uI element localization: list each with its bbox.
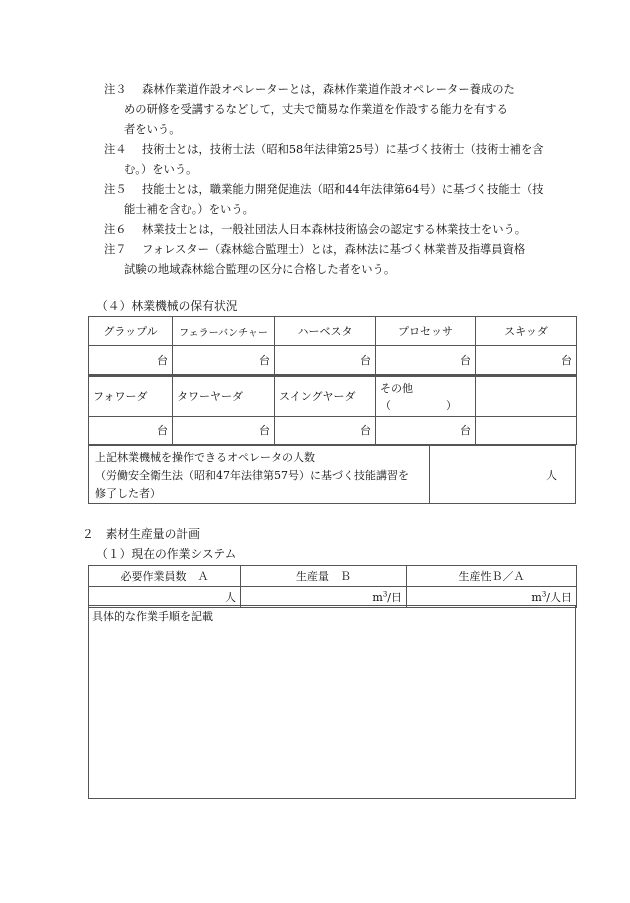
current-system-heading: （１）現在の作業システム <box>96 547 237 561</box>
note-4 <box>104 140 574 180</box>
workers-header: 必要作業員数 Ａ <box>89 566 241 587</box>
note-7 <box>104 240 574 280</box>
other-label: その他 <box>380 381 413 395</box>
note-text-line: フォレスター（森林総合監理士）とは，森林法に基づく林業普及指導員資格 <box>142 243 526 256</box>
processor-count-cell[interactable]: 台 <box>376 346 476 375</box>
swing-yarder-count-cell[interactable]: 台 <box>275 416 376 444</box>
work-procedure-label: 具体的な作業手順を記載 <box>92 610 213 623</box>
note-text-line: 者をいう。 <box>124 123 181 136</box>
processor-header: プロセッサ <box>376 317 476 346</box>
note-text-line: めの研修を受講するなどして，丈夫で簡易な作業道を作設する能力を有する <box>124 103 508 116</box>
note-text-line: む。）をいう。 <box>124 163 198 176</box>
forwarder-header: フォワーダ <box>89 376 173 416</box>
note-text-line: 技能士とは，職業能力開発促進法（昭和44年法律第64号）に基づく技能士（技 <box>142 183 544 196</box>
feller-buncher-count-cell[interactable]: 台 <box>173 346 275 375</box>
productivity-header: 生産性Ｂ／Ａ <box>407 566 577 587</box>
blank-header-cell <box>476 376 577 416</box>
workers-field[interactable]: 人 <box>89 587 241 608</box>
note-label: 注４ <box>104 143 127 156</box>
note-label: 注７ <box>104 243 127 256</box>
operator-line: 上記林業機械を操作できるオペレータの人数 <box>95 451 315 464</box>
unit-m: m <box>372 591 383 604</box>
note-text-line: 技術士とは，技術士法（昭和58年法律第25号）に基づく技術士（技術士補を含 <box>142 143 544 156</box>
grapple-header: グラップル <box>89 317 173 346</box>
note-label: 注５ <box>104 183 127 196</box>
operator-count-field[interactable]: 人 <box>546 469 557 482</box>
operator-line: （労働安全衛生法（昭和47年法律第57号）に基づく技能講習を <box>95 469 409 482</box>
unit-per-day: /日 <box>387 591 402 604</box>
feller-buncher-header: フェラーバンチャー <box>173 317 275 346</box>
forwarder-count-cell[interactable]: 台 <box>89 416 173 444</box>
note-label: 注３ <box>104 83 127 96</box>
note-5 <box>104 180 574 220</box>
note-label: 注６ <box>104 223 127 236</box>
unit-m: m <box>531 591 542 604</box>
skidder-count-cell[interactable]: 台 <box>476 346 577 375</box>
section-4-heading: （４）林業機械の保有状況 <box>96 299 238 313</box>
note-3 <box>104 80 574 140</box>
production-header: 生産量 Ｂ <box>241 566 407 587</box>
other-specify-field[interactable]: （ ） <box>380 398 457 412</box>
unit-per-person-day: /人日 <box>546 591 572 604</box>
work-procedure-box[interactable] <box>88 605 576 799</box>
note-6 <box>104 220 574 240</box>
other-count-cell[interactable]: 台 <box>376 416 476 444</box>
machinery-table-upper <box>88 316 577 375</box>
note-text-line: 森林作業道作設オペレーターとは，森林作業道作設オペレーター養成のた <box>142 83 515 96</box>
note-text-line: 試験の地域森林総合監理の区分に合格した者をいう。 <box>124 263 396 276</box>
note-text-line: 能士補を含む。）をいう。 <box>124 203 254 216</box>
tower-yarder-count-cell[interactable]: 台 <box>173 416 275 444</box>
swing-yarder-header: スイングヤーダ <box>275 376 376 416</box>
blank-count-cell <box>476 416 577 444</box>
operator-line: 修了した者） <box>95 487 161 500</box>
unit-sup: 3 <box>382 590 388 599</box>
machinery-table-lower <box>88 375 577 445</box>
operator-count-box <box>88 444 576 504</box>
grapple-count-cell[interactable]: 台 <box>89 346 173 375</box>
production-table <box>88 565 577 608</box>
operator-description <box>95 449 425 503</box>
tower-yarder-header: タワーヤーダ <box>173 376 275 416</box>
other-header <box>376 376 476 416</box>
harvester-count-cell[interactable]: 台 <box>275 346 376 375</box>
divider <box>429 446 430 504</box>
harvester-header: ハーベスタ <box>275 317 376 346</box>
skidder-header: スキッダ <box>476 317 577 346</box>
unit-sup: 3 <box>541 590 547 599</box>
section-2-heading: ２ 素材生産量の計画 <box>82 527 200 541</box>
note-text-line: 林業技士とは，一般社団法人日本森林技術協会の認定する林業技士をいう。 <box>142 223 527 236</box>
